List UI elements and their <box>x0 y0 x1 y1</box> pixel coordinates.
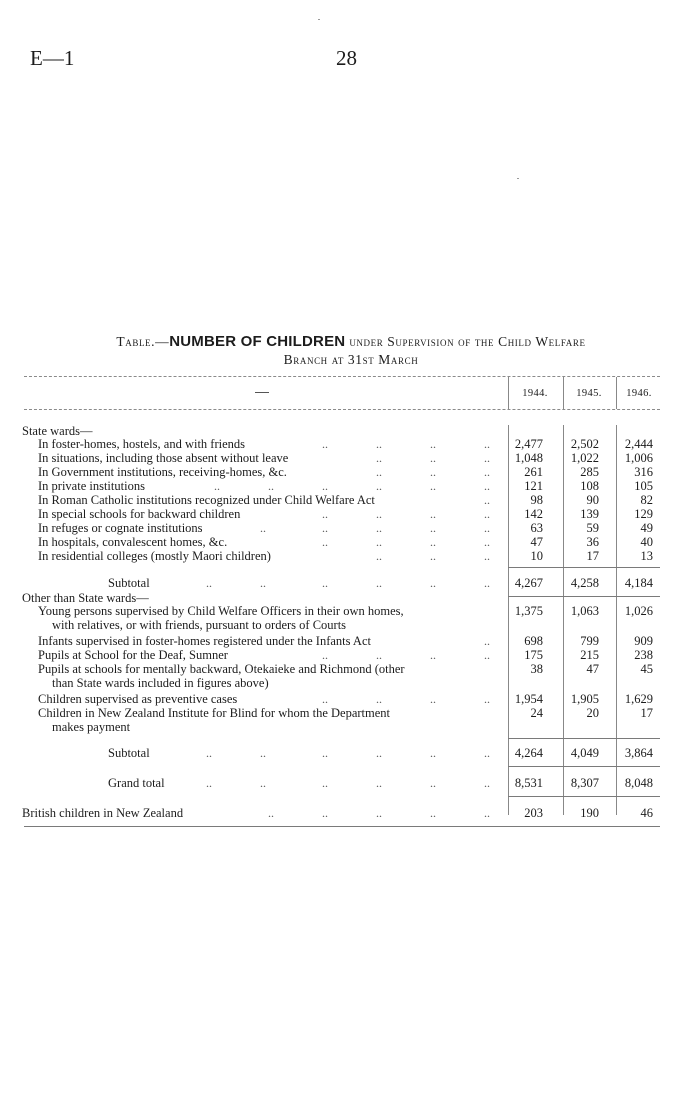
value-1945: 215 <box>580 648 599 662</box>
row-label: Subtotal <box>108 746 150 760</box>
value-1944: 47 <box>530 535 543 549</box>
value-1946: 1,629 <box>624 692 653 706</box>
value-1946: 17 <box>640 706 653 720</box>
value-1945: 1,905 <box>570 692 599 706</box>
leader-dots: .. <box>430 549 436 563</box>
table-row <box>0 591 700 605</box>
subtotal-rule <box>508 567 660 568</box>
value-1945: 90 <box>586 493 599 507</box>
value-1944: 142 <box>524 507 543 521</box>
year-header-1945: 1945. <box>576 388 602 399</box>
value-1945: 139 <box>580 507 599 521</box>
leader-dots: .. <box>430 806 436 820</box>
page-reference: E—1 <box>30 46 75 70</box>
value-1944: 698 <box>524 634 543 648</box>
table-title-line-1 <box>22 333 680 351</box>
value-1944: 1,375 <box>514 604 543 618</box>
leader-dots: .. <box>322 692 328 706</box>
row-label: In foster-homes, hostels, and with friends <box>38 437 246 451</box>
value-1945: 108 <box>580 479 599 493</box>
leader-dots: .. <box>376 746 382 760</box>
leader-dots: .. <box>430 648 436 662</box>
table-row <box>0 465 700 479</box>
row-label: Other than State wards— <box>22 591 149 605</box>
leader-dots: .. <box>322 521 328 535</box>
leader-dots: .. <box>376 648 382 662</box>
row-label: Children in New Zealand Institute for Blind for whom the Department <box>38 706 390 720</box>
print-speck <box>318 19 320 20</box>
table-row <box>0 634 700 648</box>
subtotal-rule <box>508 766 660 767</box>
leader-dots: .. <box>214 479 220 493</box>
leader-dots: .. <box>322 576 328 590</box>
leader-dots: .. <box>376 507 382 521</box>
row-label: British children in New Zealand <box>22 806 184 820</box>
value-1946: 40 <box>640 535 653 549</box>
header-bottom-rule <box>24 409 660 410</box>
table-row <box>0 720 700 734</box>
table-row <box>0 451 700 465</box>
row-label: In refuges or cognate institutions <box>38 521 203 535</box>
value-1945: 4,258 <box>570 576 599 590</box>
row-label: State wards— <box>22 424 93 438</box>
description-column-header <box>255 392 269 393</box>
leader-dots: .. <box>376 521 382 535</box>
subtotal-rule <box>508 796 660 797</box>
leader-dots: .. <box>206 746 212 760</box>
table-row <box>0 662 700 676</box>
leader-dots: .. <box>430 437 436 451</box>
leader-dots: .. <box>322 437 328 451</box>
table-row <box>0 424 700 438</box>
leader-dots: .. <box>484 451 490 465</box>
leader-dots: .. <box>484 776 490 790</box>
leader-dots: .. <box>484 549 490 563</box>
value-1946: 1,006 <box>624 451 653 465</box>
leader-dots: .. <box>484 479 490 493</box>
table-row <box>0 493 700 507</box>
value-1945: 47 <box>586 662 599 676</box>
row-label: Pupils at schools for mentally backward, Otekaieke and Richmond (other <box>38 662 405 676</box>
leader-dots: .. <box>430 746 436 760</box>
value-1946: 129 <box>634 507 653 521</box>
leader-dots: .. <box>322 746 328 760</box>
leader-dots: .. <box>376 576 382 590</box>
value-1944: 203 <box>524 806 543 820</box>
value-1944: 63 <box>530 521 543 535</box>
value-1946: 1,026 <box>624 604 653 618</box>
subtotal-rule <box>508 738 660 739</box>
leader-dots: .. <box>322 535 328 549</box>
value-1946: 46 <box>640 806 653 820</box>
table-title-rest-1: under Supervision of the Child Welfare <box>349 334 586 349</box>
leader-dots: .. <box>322 648 328 662</box>
table-top-rule <box>24 376 660 377</box>
leader-dots: .. <box>322 507 328 521</box>
row-label: Subtotal <box>108 576 150 590</box>
value-1946: 2,444 <box>624 437 653 451</box>
value-1945: 190 <box>580 806 599 820</box>
table-row <box>0 437 700 451</box>
row-label: In Roman Catholic institutions recognized under Child Welfare Act <box>38 493 375 507</box>
table-row <box>0 806 700 820</box>
leader-dots: .. <box>376 479 382 493</box>
leader-dots: .. <box>484 806 490 820</box>
table-row <box>0 507 700 521</box>
table-title-line-2: Branch at 31st March <box>283 352 419 367</box>
leader-dots: .. <box>484 507 490 521</box>
leader-dots: .. <box>260 776 266 790</box>
leader-dots: .. <box>430 465 436 479</box>
print-speck <box>517 178 519 179</box>
table-row <box>0 776 700 790</box>
value-1945: 59 <box>586 521 599 535</box>
value-1945: 8,307 <box>570 776 599 790</box>
row-label: than State wards included in figures above) <box>52 676 269 690</box>
year-header-1946: 1946. <box>626 388 652 399</box>
leader-dots: .. <box>376 692 382 706</box>
leader-dots: .. <box>322 806 328 820</box>
value-1946: 82 <box>640 493 653 507</box>
leader-dots: .. <box>484 576 490 590</box>
table-row <box>0 692 700 706</box>
row-label: makes payment <box>52 720 131 734</box>
value-1944: 4,264 <box>514 746 543 760</box>
leader-dots: .. <box>322 776 328 790</box>
table-row <box>0 535 700 549</box>
row-label: Pupils at School for the Deaf, Sumner <box>38 648 228 662</box>
table-row <box>0 521 700 535</box>
value-1946: 909 <box>634 634 653 648</box>
leader-dots: .. <box>430 479 436 493</box>
value-1944: 1,048 <box>514 451 543 465</box>
value-1946: 316 <box>634 465 653 479</box>
row-label: In Government institutions, receiving-homes, &c. <box>38 465 287 479</box>
value-1946: 4,184 <box>624 576 653 590</box>
value-1946: 45 <box>640 662 653 676</box>
value-1944: 8,531 <box>514 776 543 790</box>
table-title-lead: Table. <box>116 334 156 349</box>
value-1945: 4,049 <box>570 746 599 760</box>
row-label: Young persons supervised by Child Welfare Officers in their own homes, <box>38 604 404 618</box>
row-label: In residential colleges (mostly Maori children) <box>38 549 271 563</box>
value-1946: 8,048 <box>624 776 653 790</box>
value-1945: 799 <box>580 634 599 648</box>
table-title-dash: — <box>155 334 170 349</box>
value-1944: 98 <box>530 493 543 507</box>
table-title <box>22 333 680 369</box>
row-label: Infants supervised in foster-homes registered under the Infants Act <box>38 634 371 648</box>
value-1944: 24 <box>530 706 543 720</box>
value-1945: 285 <box>580 465 599 479</box>
leader-dots: .. <box>430 576 436 590</box>
value-1945: 2,502 <box>570 437 599 451</box>
value-1945: 1,063 <box>570 604 599 618</box>
leader-dots: .. <box>484 493 490 507</box>
leader-dots: .. <box>376 806 382 820</box>
value-1945: 20 <box>586 706 599 720</box>
leader-dots: .. <box>268 806 274 820</box>
leader-dots: .. <box>430 521 436 535</box>
value-1944: 121 <box>524 479 543 493</box>
leader-dots: .. <box>260 576 266 590</box>
row-label: In situations, including those absent without leave <box>38 451 289 465</box>
leader-dots: .. <box>376 465 382 479</box>
table-row <box>0 746 700 760</box>
year-header-1944: 1944. <box>522 388 548 399</box>
value-1944: 1,954 <box>514 692 543 706</box>
leader-dots: .. <box>260 521 266 535</box>
value-1946: 238 <box>634 648 653 662</box>
value-1946: 49 <box>640 521 653 535</box>
value-1946: 13 <box>640 549 653 563</box>
leader-dots: .. <box>376 549 382 563</box>
leader-dots: .. <box>484 521 490 535</box>
row-label: Children supervised as preventive cases <box>38 692 238 706</box>
value-1944: 38 <box>530 662 543 676</box>
leader-dots: .. <box>484 535 490 549</box>
leader-dots: .. <box>484 692 490 706</box>
row-label: Grand total <box>108 776 165 790</box>
leader-dots: .. <box>484 465 490 479</box>
row-label: In private institutions <box>38 479 145 493</box>
table-row <box>0 676 700 690</box>
leader-dots: .. <box>206 576 212 590</box>
value-1944: 261 <box>524 465 543 479</box>
value-1946: 105 <box>634 479 653 493</box>
page-number: 28 <box>336 46 357 70</box>
table-row <box>0 549 700 563</box>
leader-dots: .. <box>322 479 328 493</box>
leader-dots: .. <box>484 648 490 662</box>
table-row <box>0 706 700 720</box>
table-row <box>0 479 700 493</box>
table-row <box>0 576 700 590</box>
value-1946: 3,864 <box>624 746 653 760</box>
table-row <box>0 648 700 662</box>
leader-dots: .. <box>376 776 382 790</box>
value-1944: 175 <box>524 648 543 662</box>
value-1944: 4,267 <box>514 576 543 590</box>
leader-dots: .. <box>484 634 490 648</box>
table-row <box>0 604 700 618</box>
leader-dots: .. <box>430 535 436 549</box>
leader-dots: .. <box>430 776 436 790</box>
row-label: In hospitals, convalescent homes, &c. <box>38 535 228 549</box>
leader-dots: .. <box>430 507 436 521</box>
leader-dots: .. <box>430 451 436 465</box>
table-bottom-rule <box>24 826 660 827</box>
value-1945: 36 <box>586 535 599 549</box>
row-label: In special schools for backward children <box>38 507 241 521</box>
leader-dots: .. <box>484 437 490 451</box>
leader-dots: .. <box>206 776 212 790</box>
leader-dots: .. <box>376 535 382 549</box>
leader-dots: .. <box>430 692 436 706</box>
leader-dots: .. <box>268 479 274 493</box>
subtotal-rule <box>508 596 660 597</box>
leader-dots: .. <box>376 451 382 465</box>
leader-dots: .. <box>260 746 266 760</box>
value-1945: 1,022 <box>570 451 599 465</box>
table-title-emphasis: NUMBER OF CHILDREN <box>169 333 346 350</box>
value-1944: 2,477 <box>514 437 543 451</box>
column-divider <box>508 377 509 409</box>
table-row <box>0 618 700 632</box>
value-1944: 10 <box>530 549 543 563</box>
value-1945: 17 <box>586 549 599 563</box>
leader-dots: .. <box>484 746 490 760</box>
row-label: with relatives, or with friends, pursuant to orders of Courts <box>52 618 347 632</box>
leader-dots: .. <box>376 437 382 451</box>
